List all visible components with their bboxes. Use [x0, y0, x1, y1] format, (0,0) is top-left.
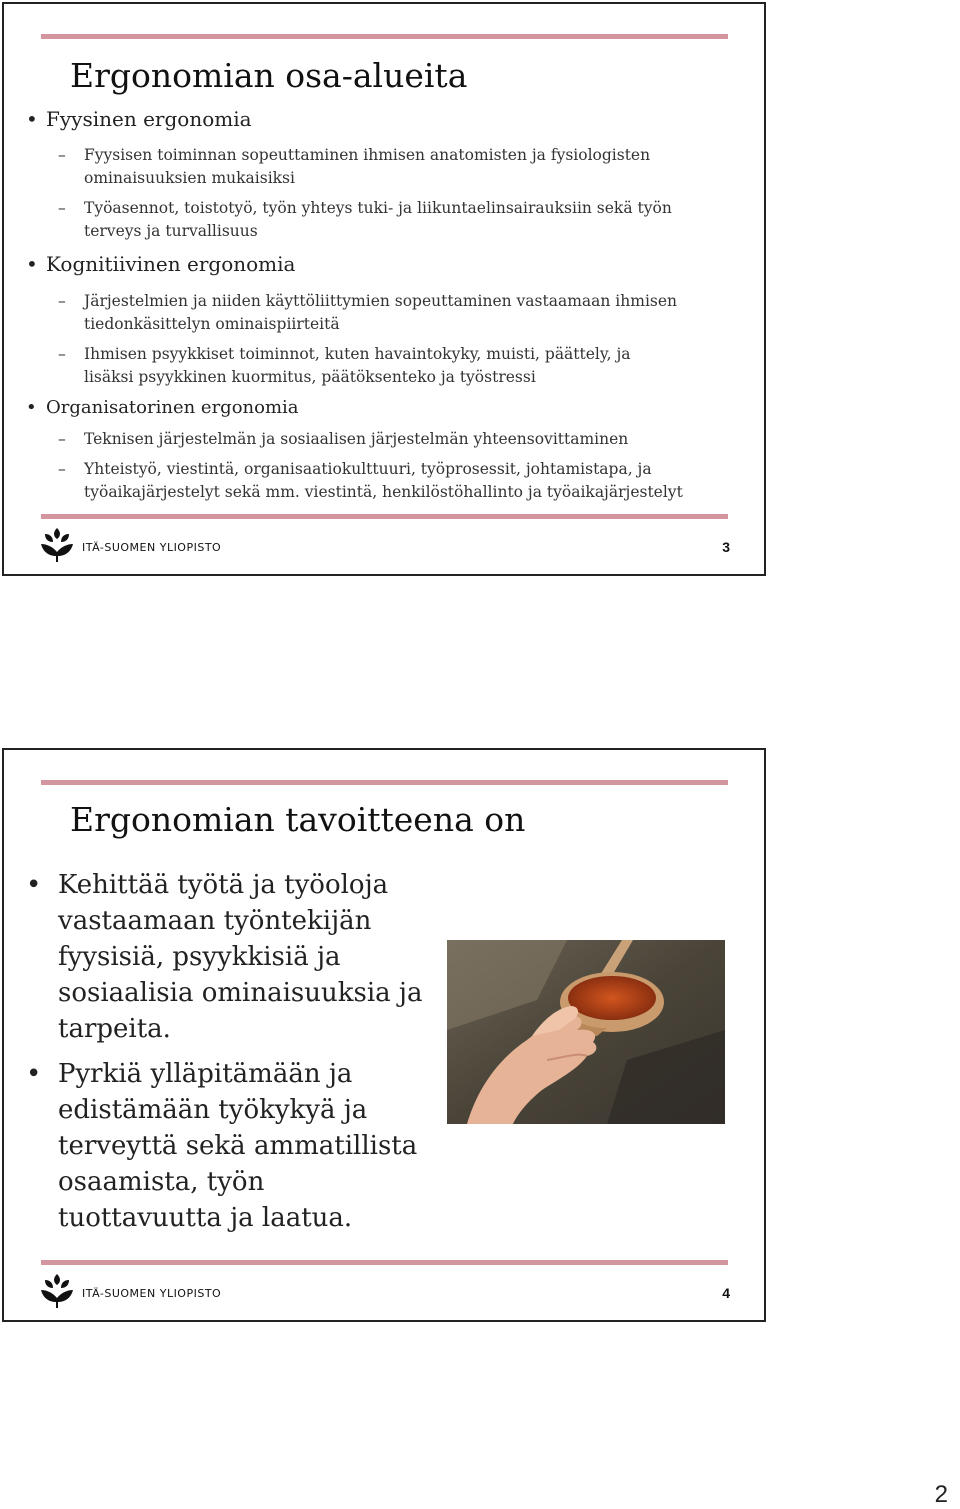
sub-bullet: – Työasennot, toistotyö, työn yhteys tuki- ja liikuntaelinsairauksiin sekä työn terveys ja turvallisuus — [58, 199, 672, 240]
slide-3 — [2, 2, 766, 576]
document-page-number: 2 — [934, 1481, 948, 1508]
sub-bullet: – Ihmisen psyykkiset toiminnot, kuten havaintokyky, muisti, päättely, ja lisäksi psyykkinen kuormitus, päätöksenteko ja työstressi — [58, 345, 631, 386]
slide-bottom-rule — [41, 1260, 728, 1265]
hand-holding-cup-photo — [447, 940, 725, 1124]
slide-page-number: 3 — [722, 539, 730, 555]
bullet-paragraph: • Kehittää työtä ja työoloja vastaamaan työntekijän fyysisiä, psyykkisiä ja sosiaalisia ominaisuuksia ja tarpeita. — [26, 870, 423, 1044]
slide-top-rule — [41, 34, 728, 39]
bullet-paragraph: • Pyrkiä ylläpitämään ja edistämään työkykyä ja terveyttä sekä ammatillista osaamista, työn tuottavuutta ja laatua. — [26, 1059, 418, 1233]
slide-bottom-rule — [41, 514, 728, 519]
slide-4 — [2, 748, 766, 1322]
university-logo-icon — [39, 1272, 75, 1310]
university-logo-icon — [39, 526, 75, 564]
sub-bullet: – Fyysisen toiminnan sopeuttaminen ihmisen anatomisten ja fysiologisten ominaisuuksien mukaisiksi — [58, 146, 651, 187]
slide-page-number: 4 — [722, 1285, 730, 1301]
bullet-heading: • Fyysinen ergonomia — [26, 107, 252, 131]
sub-bullet: – Teknisen järjestelmän ja sosiaalisen järjestelmän yhteensovittaminen — [58, 430, 629, 448]
sub-bullet: – Yhteistyö, viestintä, organisaatiokulttuuri, työprosessit, johtamistapa, ja työaikajärjestelyt sekä mm. viestintä, henkilöstöhallinto ja työaikajärjestelyt — [58, 460, 683, 501]
bullet-heading: • Kognitiivinen ergonomia — [26, 252, 296, 276]
bullet-heading: • Organisatorinen ergonomia — [26, 397, 299, 418]
slide-title: Ergonomian tavoitteena on — [70, 800, 526, 839]
slide-title: Ergonomian osa-alueita — [70, 56, 468, 95]
university-name: ITÄ-SUOMEN YLIOPISTO — [82, 541, 222, 554]
slide-top-rule — [41, 780, 728, 785]
university-name: ITÄ-SUOMEN YLIOPISTO — [82, 1287, 222, 1300]
sub-bullet: – Järjestelmien ja niiden käyttöliittymien sopeuttaminen vastaamaan ihmisen tiedonkäsittelyn ominaispiirteitä — [58, 292, 678, 333]
